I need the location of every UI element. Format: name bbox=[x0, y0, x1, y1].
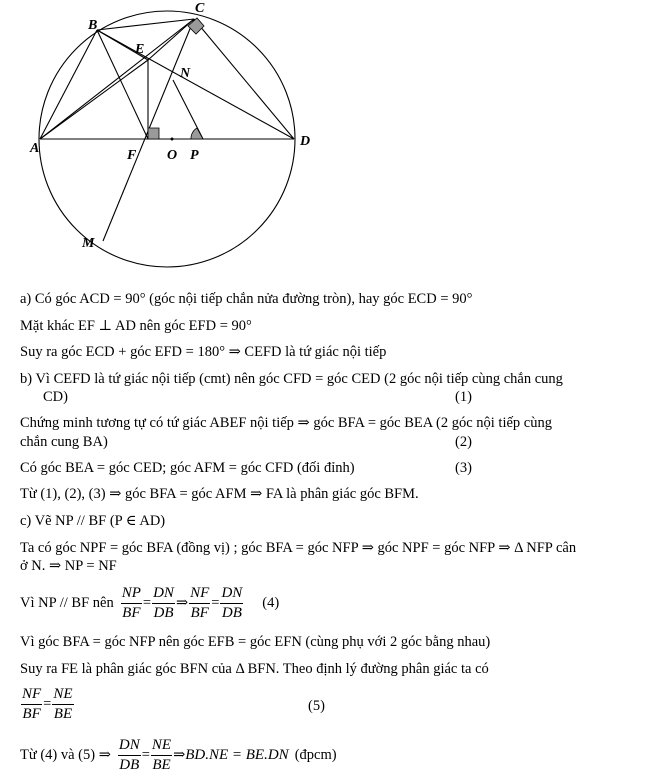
equation-5-row bbox=[20, 684, 75, 724]
line-a2: Mặt khác EF ⊥ AD nên góc EFD = 90° bbox=[20, 318, 252, 334]
line-b5: Có góc BEA = góc CED; góc AFM = góc CFD (đối đỉnh) bbox=[20, 460, 355, 476]
final-qed: (đpcm) bbox=[294, 747, 337, 763]
line-b2: CD) bbox=[43, 389, 68, 405]
equation-4-row bbox=[20, 583, 279, 623]
geometry-figure bbox=[0, 0, 670, 285]
line-c2: Ta có góc NPF = góc BFA (đồng vị) ; góc BFA = góc NFP ⇒ góc NPF = góc NFP ⇒ Δ NFP cân bbox=[20, 540, 577, 556]
final-result: BD.NE = BE.DN bbox=[185, 747, 289, 763]
label-a: A bbox=[30, 141, 40, 156]
ref-2: (2) bbox=[455, 434, 472, 450]
frac-dn-db: $\frac{DN}{DB}$ bbox=[153, 584, 174, 621]
label-e: E bbox=[135, 42, 145, 57]
frac-ne-be: $\frac{NE}{BE}$ bbox=[53, 685, 73, 722]
center-dot-o bbox=[171, 138, 174, 141]
label-o: O bbox=[167, 148, 178, 163]
label-c: C bbox=[195, 1, 205, 16]
segment-ce bbox=[148, 19, 194, 60]
segment-bd bbox=[97, 30, 294, 139]
ref-3: (3) bbox=[455, 460, 472, 476]
line-b3: Chứng minh tương tự có tứ giác ABEF nội tiếp ⇒ góc BFA = góc BEA (2 góc nội tiếp cùng bbox=[20, 415, 552, 431]
ref-5: (5) bbox=[308, 698, 325, 714]
eq-sign: = bbox=[142, 595, 152, 611]
frac-nf-bf: $\frac{NF}{BF}$ bbox=[190, 584, 210, 621]
label-n: N bbox=[180, 66, 191, 81]
segment-ab bbox=[40, 30, 97, 139]
label-b: B bbox=[88, 18, 98, 33]
frac-ne-be-final: $\frac{NE}{BE}$ bbox=[151, 736, 172, 773]
label-p: P bbox=[190, 148, 199, 163]
line-b1: b) Vì CEFD là tứ giác nội tiếp (cmt) nên góc CFD = góc CED (2 góc nội tiếp cùng chắn cung bbox=[20, 371, 563, 387]
ref-4: (4) bbox=[262, 595, 280, 611]
implies-sign: ⇒ bbox=[175, 595, 189, 611]
label-d: D bbox=[300, 134, 311, 149]
line-c5: Vì góc BFA = góc NFP nên góc EFB = góc EFN (cùng phụ với 2 góc bằng nhau) bbox=[20, 634, 491, 650]
right-angle-c bbox=[188, 18, 204, 34]
segment-ae bbox=[40, 60, 148, 139]
eq4-lead: Vì NP // BF nên bbox=[20, 595, 114, 611]
label-f: F bbox=[127, 148, 137, 163]
frac-np-bf: $\frac{NP}{BF}$ bbox=[121, 584, 141, 621]
line-b6: Từ (1), (2), (3) ⇒ góc BFA = góc AFM ⇒ FA là phân giác góc BFM. bbox=[20, 486, 419, 502]
frac-dn-db-2: $\frac{DN}{DB}$ bbox=[221, 584, 243, 621]
right-angle-f bbox=[148, 128, 159, 139]
line-a3: Suy ra góc ECD + góc EFD = 180° ⇒ CEFD là tứ giác nội tiếp bbox=[20, 344, 387, 360]
final-lead: Từ (4) và (5) ⇒ bbox=[20, 747, 111, 763]
line-b4: chắn cung BA) bbox=[20, 434, 108, 450]
angle-mark-p bbox=[191, 128, 203, 139]
eq-sign: = bbox=[141, 747, 150, 763]
implies-sign: ⇒ bbox=[173, 747, 186, 763]
eq-sign: = bbox=[211, 595, 220, 611]
line-c1: c) Vẽ NP // BF (P ∈ AD) bbox=[20, 513, 166, 529]
segment-bc bbox=[97, 19, 194, 30]
frac-nf-bf-5: $\frac{NF}{BF}$ bbox=[22, 685, 42, 722]
final-equation-row bbox=[20, 735, 337, 775]
label-m: M bbox=[82, 236, 95, 251]
eq-sign: = bbox=[43, 696, 52, 712]
line-c3: ở N. ⇒ NP = NF bbox=[20, 558, 117, 574]
segment-ac bbox=[40, 19, 194, 139]
line-a1: a) Có góc ACD = 90° (góc nội tiếp chắn nửa đường tròn), hay góc ECD = 90° bbox=[20, 291, 473, 307]
line-c6: Suy ra FE là phân giác góc BFN của Δ BFN. Theo định lý đường phân giác ta có bbox=[20, 661, 489, 677]
ref-1: (1) bbox=[455, 389, 472, 405]
frac-dn-db-final: $\frac{DN}{DB}$ bbox=[118, 736, 140, 773]
